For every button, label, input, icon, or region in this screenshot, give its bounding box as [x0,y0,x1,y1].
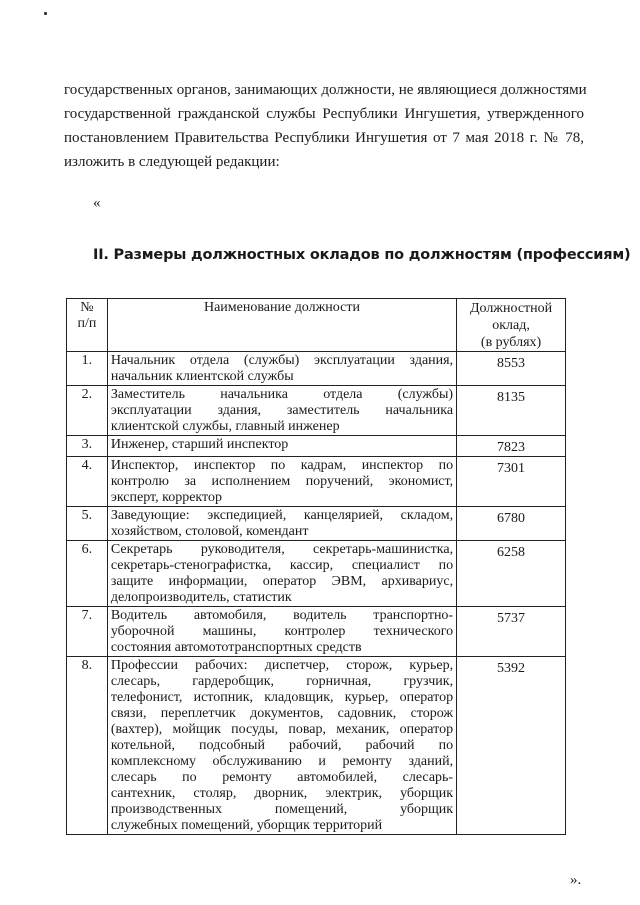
salary-value: 5392 [457,657,566,835]
position-name-line: телефонист, истопник, кладовщик, курьер, оператор [110,690,454,705]
position-name-line: хозяйством, столовой, комендант [110,524,309,539]
row-number: 3. [67,436,108,457]
table-row [67,507,566,541]
row-number: 8. [67,657,108,835]
table-row [67,607,566,657]
position-name-line: защите информации, оператор ЭВМ, архивариус, [110,574,454,589]
header-salary [457,299,566,352]
salary-value: 6780 [457,507,566,541]
header-num-line: № [80,300,94,315]
row-number: 1. [67,352,108,386]
table-row [67,657,566,835]
position-name-line: клиентской службы, главный инженер [110,419,340,434]
salary-value: 7823 [457,436,566,457]
salary-value: 8553 [457,352,566,386]
position-name-line: Начальник отдела (службы) эксплуатации здания, [110,353,454,368]
position-name-line: состояния автомототранспортных средств [110,640,362,655]
table-row [67,541,566,607]
intro-line: государственных органов, занимающих должности, не являющиеся должностями [64,82,587,98]
table-row [67,457,566,507]
row-number: 7. [67,607,108,657]
position-name [107,507,456,541]
scan-speck [44,12,47,15]
position-name-line: Инспектор, инспектор по кадрам, инспектор по [110,458,454,473]
position-name-line: Заведующие: экспедицией, канцелярией, складом, [110,508,454,523]
row-number: 6. [67,541,108,607]
position-name-line: уборочной машины, контролер технического [110,624,454,639]
position-name-line: (вахтер), мойщик посуды, повар, механик, оператор [110,722,454,737]
intro-line: государственной гражданской службы Республики Ингушетия, утвержденного [64,106,584,122]
position-name [107,657,456,835]
position-name-line: начальник клиентской службы [110,369,294,384]
table-row [67,352,566,386]
table-row [67,436,566,457]
row-number: 5. [67,507,108,541]
position-name-line: Секретарь руководителя, секретарь-машинистка, [110,542,454,557]
header-num-line: п/п [77,316,97,331]
position-name-line: контролю за исполнением поручений, экономист, [110,474,454,489]
position-name-line: эксперт, корректор [110,490,222,505]
section-heading: II. Размеры должностных окладов по должностям (профессиям) [93,247,631,263]
position-name [107,457,456,507]
position-name [107,386,456,436]
row-number: 2. [67,386,108,436]
position-name-line: служебных помещений, уборщик территорий [110,818,383,833]
row-number: 4. [67,457,108,507]
salary-value: 7301 [457,457,566,507]
position-name-line: производственных помещений, уборщик [110,802,454,817]
salary-value: 5737 [457,607,566,657]
position-name [107,607,456,657]
position-name [107,436,456,457]
intro-line: изложить в следующей редакции: [64,154,280,170]
position-name-line: котельной, подсобный рабочий, рабочий по [110,738,454,753]
position-name-line: комплексному обслуживанию и ремонту зданий, [110,754,454,769]
header-salary-line: (в рублях) [480,335,542,350]
header-salary-line: Должностной [469,301,553,316]
salary-table [66,298,566,835]
position-name-line: эксплуатации здания, заместитель начальника [110,403,454,418]
table-row [67,386,566,436]
opening-quote: « [93,195,101,211]
position-name-line: Инженер, старший инспектор [110,437,289,452]
position-name-line: слесарь по ремонту автомобилей, слесарь- [110,770,454,785]
position-name-line: делопроизводитель, статистик [110,590,292,605]
position-name-line: Профессии рабочих: диспетчер, сторож, курьер, [110,658,454,673]
position-name-line: Заместитель начальника отдела (службы) [110,387,454,402]
table-header-row [67,299,566,352]
header-salary-line: оклад, [492,318,530,333]
salary-value: 8135 [457,386,566,436]
position-name [107,352,456,386]
closing-quote: ». [570,872,582,888]
header-num [67,299,108,352]
position-name-line: слесарь, гардеробщик, горничная, грузчик, [110,674,454,689]
position-name-line: Водитель автомобиля, водитель транспортно- [110,608,454,623]
position-name [107,541,456,607]
position-name-line: сантехник, столяр, дворник, электрик, уборщик [110,786,454,801]
table-body [67,352,566,835]
intro-paragraph [64,78,587,174]
position-name-line: секретарь-стенографистка, кассир, специалист по [110,558,454,573]
header-name: Наименование должности [107,299,456,352]
position-name-line: связи, переплетчик документов, садовник, сторож [110,706,454,721]
intro-line: постановлением Правительства Республики Ингушетия от 7 мая 2018 г. № 78, [64,130,584,146]
salary-value: 6258 [457,541,566,607]
